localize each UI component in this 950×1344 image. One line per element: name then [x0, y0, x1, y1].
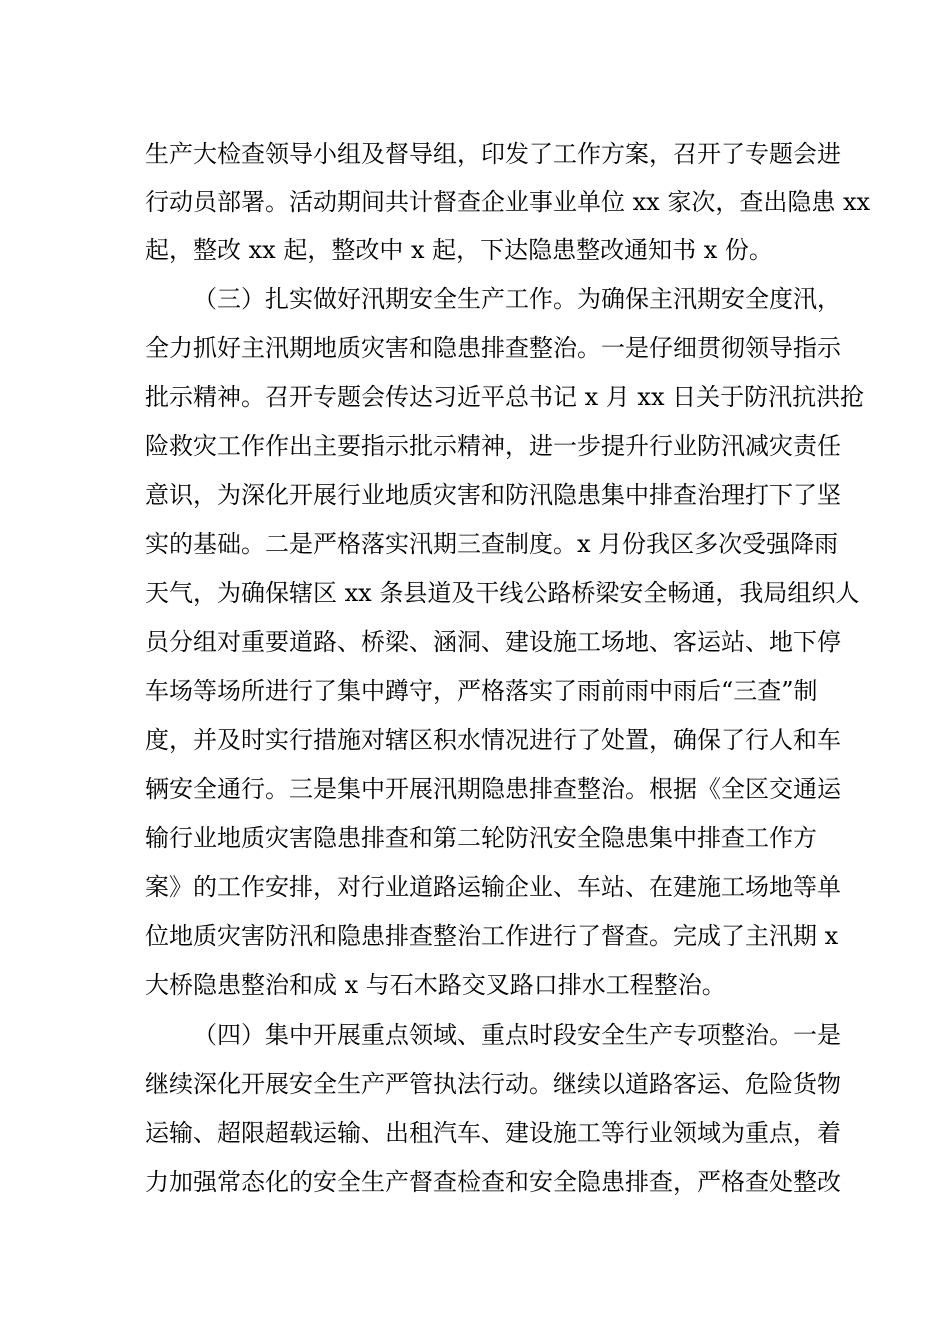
text-line: 员分组对重要道路、桥梁、涵洞、建设施工场地、客运站、地下停 — [145, 628, 841, 656]
text-line: 起，整改 xx 起，整改中 x 起，下达隐患整改通知书 x 份。 — [145, 236, 773, 264]
text-line: 车场等场所进行了集中蹲守，严格落实了雨前雨中雨后“三查”制 — [145, 677, 818, 705]
text-line: 生产大检查领导小组及督导组，印发了工作方案，召开了专题会进 — [145, 140, 841, 168]
text-line: 输行业地质灾害隐患排查和第二轮防汛安全隐患集中排查工作方 — [145, 824, 817, 852]
text-line: 大桥隐患整治和成 x 与石木路交叉路口排水工程整治。 — [145, 971, 726, 999]
text-line: 意识，为深化开展行业地质灾害和防汛隐患集中排查治理打下了坚 — [145, 481, 841, 509]
text-line: 度，并及时实行措施对辖区积水情况进行了处置，确保了行人和车 — [145, 726, 841, 754]
text-line: 险救灾工作作出主要指示批示精神，进一步提升行业防汛减灾责任 — [145, 432, 841, 460]
text-line: 实的基础。二是严格落实汛期三查制度。x 月份我区多次受强降雨 — [145, 530, 839, 558]
text-line: 天气，为确保辖区 xx 条县道及干线公路桥梁安全畅通，我局组织人 — [145, 579, 860, 607]
text-line: 运输、超限超载运输、出租汽车、建设施工等行业领域为重点，着 — [145, 1119, 841, 1147]
text-line: 力加强常态化的安全生产督查检查和安全隐患排查，严格查处整改 — [145, 1168, 841, 1196]
paragraph-heading-line: （四）集中开展重点领域、重点时段安全生产专项整治。一是 — [193, 1021, 841, 1049]
text-line: 全力抓好主汛期地质灾害和隐患排查整治。一是仔细贯彻领导指示 — [145, 334, 841, 362]
text-line: 案》的工作安排，对行业道路运输企业、车站、在建施工场地等单 — [145, 873, 841, 901]
text-line: 辆安全通行。三是集中开展汛期隐患排查整治。根据《全区交通运 — [145, 775, 841, 803]
text-line: 行动员部署。活动期间共计督查企业事业单位 xx 家次，查出隐患 xx — [145, 188, 871, 216]
text-line: 继续深化开展安全生产严管执法行动。继续以道路客运、危险货物 — [145, 1070, 841, 1098]
text-line: 位地质灾害防汛和隐患排查整治工作进行了督查。完成了主汛期 x — [145, 922, 839, 950]
paragraph-heading-line: （三）扎实做好汛期安全生产工作。为确保主汛期安全度汛， — [193, 285, 841, 313]
text-line: 批示精神。召开专题会传达习近平总书记 x 月 xx 日关于防汛抗洪抢 — [145, 383, 865, 411]
